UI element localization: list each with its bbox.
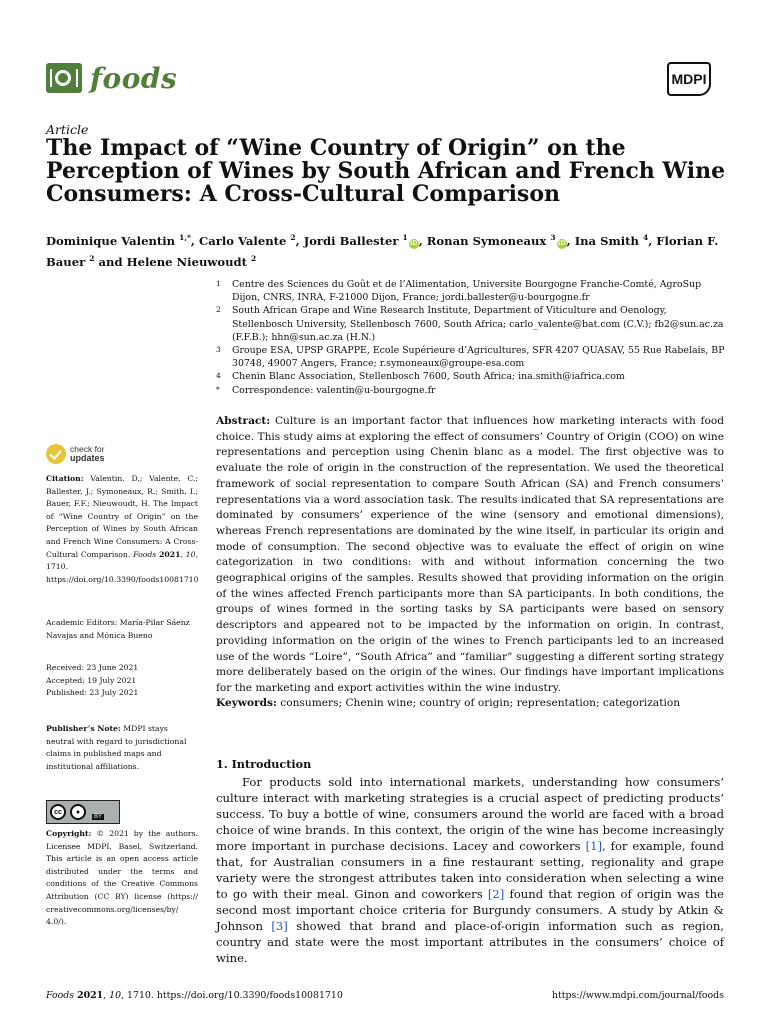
author-list: Dominique Valentin $^{1,*}$, Carlo Valente $^2$, Jordi Ballester $^1$iD, Ronan Symoneaux $^3$iD, Ina Smith $^4$, Florian F. Bauer $^2$ and Helene Nieuwoudt $^2$ — [46, 233, 719, 269]
author-affiliation-marker: 4 — [642, 233, 649, 242]
author-affiliation-marker: 1,* — [179, 233, 191, 242]
author-name[interactable]: Carlo Valente $^2$ — [198, 233, 296, 248]
citation-year: 2021 — [159, 549, 181, 559]
affiliation-number: 1 — [216, 279, 221, 288]
check-updates-line2: updates — [70, 453, 105, 463]
keywords — [216, 696, 724, 711]
affiliation-item — [216, 344, 728, 370]
affiliation-item — [216, 370, 728, 383]
affiliation-text: Correspondence: valentin@u-bourgogne.fr — [232, 384, 436, 396]
citation-journal: Foods — [133, 549, 157, 559]
reference-link[interactable]: [2] — [487, 887, 505, 901]
affiliation-number: 2 — [216, 305, 221, 315]
foods-logo-icon — [46, 63, 82, 93]
author-name[interactable]: Ronan Symoneaux $^3$ — [426, 233, 556, 248]
affiliations — [216, 278, 728, 397]
keywords-label: Keywords: — [216, 697, 277, 709]
affiliation-number: 3 — [216, 345, 221, 355]
keywords-text: consumers; Chenin wine; country of origin; representation; categorization — [280, 697, 681, 709]
footer-year: 2021 — [77, 990, 104, 1001]
author-name[interactable]: Florian F. Bauer $^2$ — [46, 233, 719, 269]
affiliation-item — [216, 304, 728, 344]
publisher-note-text: MDPI stays neutral with regard to jurisdictional claims in published maps and institutional affiliations. — [46, 724, 187, 771]
reference-link[interactable]: [1] — [585, 839, 602, 853]
author-affiliation-marker: 2 — [251, 253, 257, 263]
published-date: Published: 23 July 2021 — [46, 688, 139, 698]
check-for-updates-button[interactable] — [46, 444, 105, 464]
author-name[interactable]: Jordi Ballester $^1$ — [303, 233, 408, 248]
article-type: Article — [46, 122, 89, 137]
journal-logo — [46, 60, 177, 96]
author-affiliation-marker: 1 — [402, 233, 408, 242]
intro-text: For products sold into international markets, understanding how consumers’ culture interact with marketing strategies is a crucial aspect of predicting products’ success. To buy a bottle of wine, consumers around the world are faced with a broad choice of wine brands. In this context, the origin of the wine has become increasingly more important in purchase decisions. Lacey and coworkers — [216, 775, 724, 853]
footer-doi[interactable]: , 1710. https://doi.org/10.3390/foods10081710 — [121, 990, 343, 1001]
footer-volume: 10 — [109, 990, 122, 1001]
copyright — [46, 828, 198, 929]
publisher-note-label: Publisher’s Note: — [46, 724, 121, 733]
abstract-text: Culture is an important factor that influences how marketing interacts with food choice. This study aims at exploring the effect of consumers’ Country of Origin (COO) on wine representations and perception using Chenin blanc as a model. The first objective was to evaluate the role of origin in the construction of the representation. We used the theoretical framework of social representation to compare South African (SA) and French consumers’ representations via a word association task. The results indicated that SA representations are dominated by consumers’ experience of the wine (sensory and emotional dimensions), whereas French representations are dominated by the wine itself, in particular its origin and mode of consumption. The second objective was to evaluate the effect of origin on wine categorization in two conditions: with and without information concerning the two geographical origins of the samples. Results showed that providing information on the origin of the wines affected French participants more than SA participants. In both conditions, the groups of wines formed in the sorting tasks by SA participants were based on sensory descriptors and appeared not to be impacted by the information on origin. In contrast, providing information on the origin of the wines to French participants led to an increased use of the words “Loire”, “South Africa” and “familiar” suggesting a different sorting strategy more deliberately based on the origin of the wines. Our findings have important implications for the marketing and export activities within the wine industry. — [216, 415, 724, 694]
check-updates-line1: check for — [70, 444, 105, 454]
copyright-text: © 2021 by the authors. Licensee MDPI, Basel, Switzerland. This article is an open access article distributed under the terms and conditions of the Creative Commons Attribution (CC BY) license (https:// creativecommons.org/licenses/by/ 4.0/). — [46, 829, 198, 927]
attribution-person-icon: ● — [70, 804, 86, 820]
affiliation-text: Groupe ESA, UPSP GRAPPE, Ecole Supérieure d’Agricultures, SFR 4207 QUASAV, 55 Rue Rabelais, BP 30748, 49007 Angers, France; r.symoneaux@groupe-esa.com — [232, 345, 725, 370]
cc-by-text: BY — [94, 814, 103, 820]
author-conjunction: and — [94, 254, 127, 269]
accepted-date: Accepted: 19 July 2021 — [46, 675, 137, 685]
intro-text: showed that brand and place-of-origin information such as region, country and state were the most important attributes in the consumers’ choice of wine. — [216, 919, 724, 965]
intro-text: , for example, found that, for Australian consumers in a fine restaurant setting, regionality and grape variety were the strongest attributes taken into consideration when selecting a wine to go with their meal. Ginon and coworkers — [216, 839, 724, 901]
reference-link[interactable]: [3] — [271, 919, 288, 933]
check-updates-icon — [46, 444, 66, 464]
journal-name: foods — [90, 61, 178, 95]
cc-by-license-badge[interactable] — [46, 800, 120, 824]
creative-commons-icon: cc — [50, 804, 66, 820]
affiliation-item — [216, 384, 728, 397]
copyright-label: Copyright: — [46, 829, 92, 838]
citation-volume: 10 — [185, 549, 196, 559]
author-name[interactable]: Ina Smith $^4$ — [574, 233, 649, 248]
citation-doi[interactable]: , 1710. https://doi.org/10.3390/foods10081710 — [46, 549, 199, 584]
affiliation-item — [216, 278, 728, 304]
mdpi-logo-icon — [667, 62, 711, 96]
orcid-icon[interactable]: iD — [557, 239, 566, 247]
intro-text: found that region of origin was the second most important choice criteria for Burgundy consumers. A study by Atkin & Johnson — [216, 887, 724, 933]
citation-label: Citation: — [46, 474, 84, 483]
footer-journal: Foods — [46, 990, 75, 1001]
affiliation-text: South African Grape and Wine Research Institute, Department of Viticulture and Oenology, Stellenbosch University, Stellenbosch 7600, South Africa; carlo_valente@bat.com (C.V.); fb2@sun.ac.za (F.F.B.); hhn@sun.ac.za (H.N.) — [232, 305, 724, 343]
orcid-icon[interactable]: iD — [409, 239, 418, 247]
publisher-note — [46, 723, 198, 773]
academic-editors: Academic Editors: María-Pilar Sáenz Navajas and Mónica Bueno — [46, 618, 190, 640]
abstract — [216, 414, 724, 697]
dates — [46, 662, 198, 700]
affiliation-text: Chenin Blanc Association, Stellenbosch 7600, South Africa; ina.smith@iafrica.com — [232, 371, 625, 383]
author-affiliation-marker: 2 — [290, 233, 296, 242]
citation-text: Valentin, D.; Valente, C.; Ballester, J.; Symoneaux, R.; Smith, I.; Bauer, F.F.; Nieuwoudt, H. The Impact of “Wine Country of Origin” on the Perception of Wines by South African and French Wine Consumers: A Cross-Cultural Comparison. — [46, 474, 198, 559]
publisher-name: MDPI — [671, 71, 707, 87]
section-heading: 1. Introduction — [216, 757, 312, 771]
publisher-logo — [667, 62, 721, 96]
author-affiliation-marker: 2 — [89, 253, 95, 263]
affiliation-text: Centre des Sciences du Goût et de l’Alimentation, Universite Bourgogne Franche-Comté, AgroSup Dijon, CNRS, INRA, F-21000 Dijon, France; jordi.ballester@u-bourgogne.fr — [232, 279, 702, 304]
footer-url[interactable]: https://www.mdpi.com/journal/foods — [551, 990, 724, 1001]
affiliation-number: * — [216, 384, 220, 394]
affiliation-number: 4 — [216, 371, 221, 381]
author-name[interactable]: Dominique Valentin $^{1,*}$ — [46, 233, 191, 248]
received-date: Received: 23 June 2021 — [46, 663, 139, 672]
introduction-paragraph — [216, 774, 724, 966]
article-title: The Impact of “Wine Country of Origin” on the Perception of Wines by South African and French Wine Consumers: A Cross-Cultural Comparison — [46, 135, 726, 207]
citation: Citation: Valentin, D.; Valente, C.; Ballester, J.; Symoneaux, R.; Smith, I.; Bauer, F.F.; Nieuwoudt, H. The Impact of “Wine Country of Origin” on the Perception of Wines by South African and French Wine Consumers: A Cross-Cultural Comparison. Foods 2021, 10, 1710. https://doi.org/10.3390/foods10081710 — [46, 474, 199, 584]
footer-citation: Foods 2021, 10, 1710. https://doi.org/10.3390/foods10081710 — [46, 990, 343, 1001]
author-name[interactable]: Helene Nieuwoudt $^2$ — [126, 253, 257, 269]
author-affiliation-marker: 3 — [550, 233, 556, 242]
abstract-label: Abstract: — [216, 415, 271, 427]
